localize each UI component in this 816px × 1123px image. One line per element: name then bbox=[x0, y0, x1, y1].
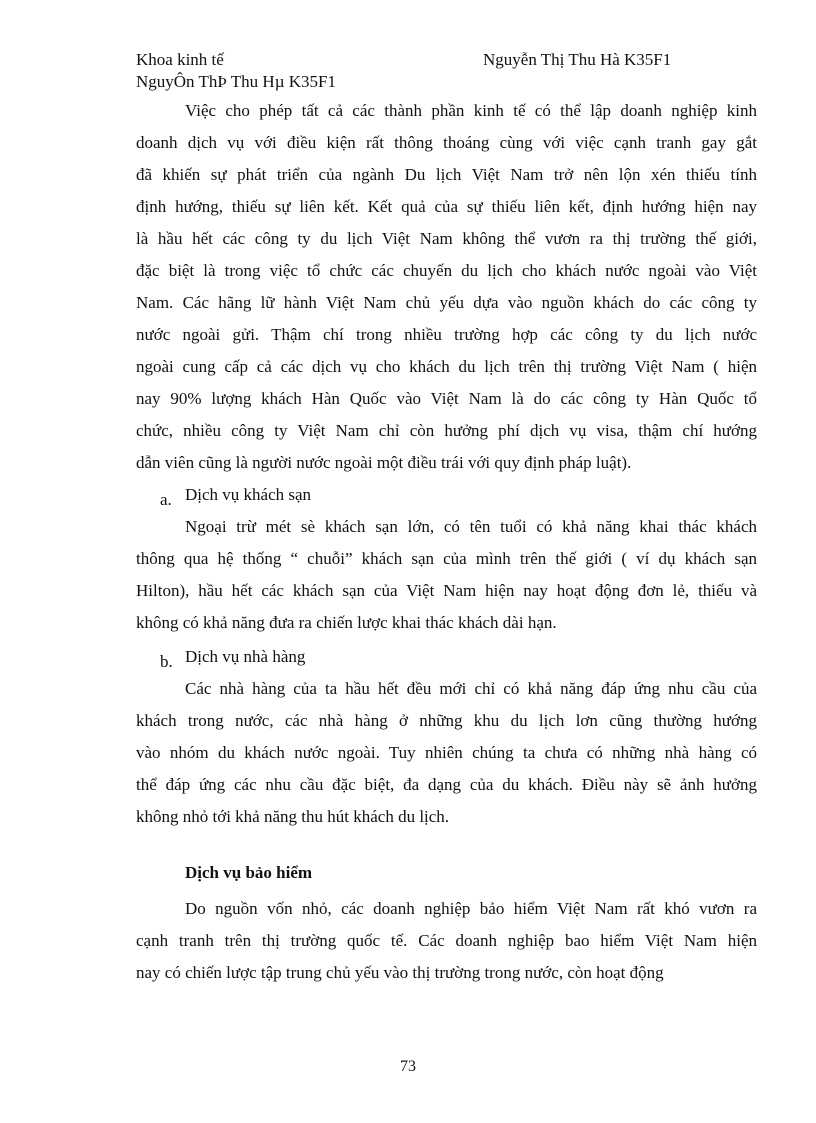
text-line: đặc biệt là trong việc tổ chức các chuyến du lịch cho khách nước ngoài vào Việt bbox=[136, 261, 757, 280]
text-line: nay 90% lượng khách Hàn Quốc vào Việt Nam là do các công ty Hàn Quốc tổ bbox=[136, 389, 757, 408]
section-title: Dịch vụ nhà hàng bbox=[185, 647, 306, 666]
text-line: nước ngoài gửi. Thậm chí trong nhiều trường hợp các công ty du lịch nước bbox=[136, 325, 757, 344]
text-line: nay có chiến lược tập trung chủ yếu vào thị trường trong nước, còn hoạt động bbox=[136, 963, 664, 982]
section-title: Dịch vụ khách sạn bbox=[185, 485, 312, 504]
text-line: khách trong nước, các nhà hàng ở những khu du lịch lơn cũng thường hướng bbox=[136, 711, 757, 730]
list-marker: b. bbox=[160, 652, 173, 671]
text-line: thể đáp ứng các nhu cầu đặc biệt, đa dạng của du khách. Điều này sẽ ảnh hưởng bbox=[136, 775, 757, 794]
text-line: Các nhà hàng của ta hầu hết đều mới chỉ có khả năng đáp ứng nhu cầu của bbox=[185, 679, 757, 698]
header-author-garbled: NguyÔn ThÞ Thu Hµ K35F1 bbox=[136, 72, 336, 91]
text-line: Nam. Các hãng lữ hành Việt Nam chủ yếu dựa vào nguồn khách do các công ty bbox=[136, 293, 757, 312]
header-faculty: Khoa kinh tế bbox=[136, 50, 224, 69]
page-number: 73 bbox=[400, 1058, 416, 1075]
text-line: dẫn viên cũng là người nước ngoài một điều trái với quy định pháp luật). bbox=[136, 453, 632, 472]
text-line: không nhỏ tới khả năng thu hút khách du lịch. bbox=[136, 807, 450, 826]
text-line: chức, nhiều công ty Việt Nam chỉ còn hưởng phí dịch vụ visa, thậm chí hướng bbox=[136, 421, 757, 440]
text-line: Do nguồn vốn nhỏ, các doanh nghiệp bảo hiểm Việt Nam rất khó vươn ra bbox=[185, 899, 757, 918]
text-line: Hilton), hầu hết các khách sạn của Việt Nam hiện nay hoạt động đơn lẻ, thiếu và bbox=[136, 581, 757, 600]
text-line: vào nhóm du khách nước ngoài. Tuy nhiên chúng ta chưa có những nhà hàng có bbox=[136, 743, 757, 762]
text-line: là hầu hết các công ty du lịch Việt Nam không thể vươn ra thị trường thế giới, bbox=[136, 229, 757, 248]
list-marker: a. bbox=[160, 490, 172, 509]
text-line: thông qua hệ thống “ chuỗi” khách sạn của mình trên thế giới ( ví dụ khách sạn bbox=[136, 549, 757, 568]
text-line: không có khả năng đưa ra chiến lược khai thác khách dài hạn. bbox=[136, 613, 557, 632]
text-line: đã khiến sự phát triển của ngành Du lịch Việt Nam trở nên lộn xén thiếu tính bbox=[136, 165, 757, 184]
section-heading: Dịch vụ bảo hiểm bbox=[185, 863, 313, 882]
text-line: doanh dịch vụ với điều kiện rất thông thoáng cùng với việc cạnh tranh gay gắt bbox=[136, 133, 757, 152]
text-line: định hướng, thiếu sự liên kết. Kết quả của sự thiếu liên kết, định hướng hiện nay bbox=[136, 197, 757, 216]
header-author: Nguyễn Thị Thu Hà K35F1 bbox=[483, 50, 672, 69]
text-line: cạnh tranh trên thị trường quốc tế. Các doanh nghiệp bao hiểm Việt Nam hiện bbox=[136, 931, 757, 950]
text-line: ngoài cung cấp cả các dịch vụ cho khách du lịch trên thị trường Việt Nam ( hiện bbox=[136, 357, 757, 376]
text-line: Việc cho phép tất cả các thành phần kinh tế có thể lập doanh nghiệp kinh bbox=[185, 101, 757, 120]
text-line: Ngoại trừ mét sè khách sạn lớn, có tên tuổi có khả năng khai thác khách bbox=[185, 517, 757, 536]
